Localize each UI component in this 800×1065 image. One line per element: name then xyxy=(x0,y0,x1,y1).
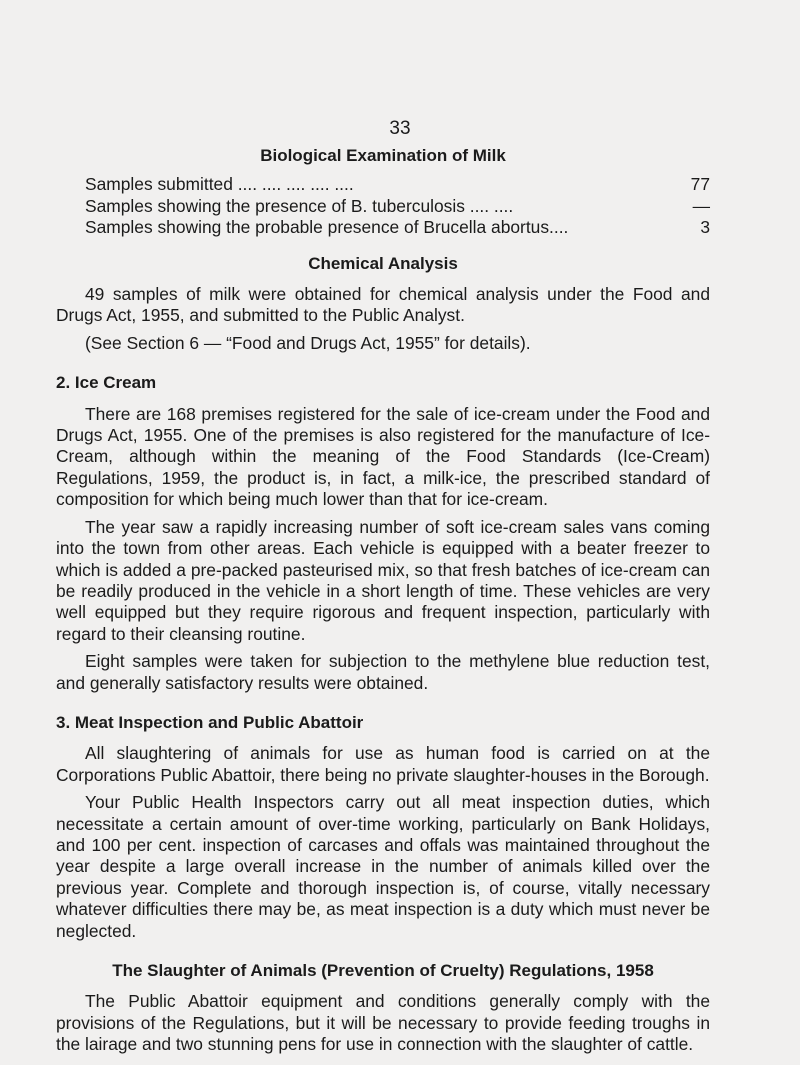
stat-value: 3 xyxy=(700,217,710,238)
chemical-see-section: (See Section 6 — “Food and Drugs Act, 1955” for details). xyxy=(85,332,531,353)
stat-value: — xyxy=(692,195,710,216)
heading-biological-examination: Biological Examination of Milk xyxy=(260,146,506,165)
ice-cream-paragraph-3: Eight samples were taken for subjection to the methylene blue reduction test, and generally satisfactory results were obtained. xyxy=(56,651,710,693)
section-meat-inspection-title: 3. Meat Inspection and Public Abattoir xyxy=(56,712,364,732)
ice-cream-paragraph-2: The year saw a rapidly increasing number of soft ice-cream sales vans coming into the town from other areas. Each vehicle is equipped with a beater freezer to which is added a pre-packed pasteurised mix, so that fresh batches of ice-cream can be readily produced in the vehicle in a short length of time. These vehicles are very well equipped but they require rigorous and frequent inspection, particularly with regard to their cleansing routine. xyxy=(56,516,710,644)
page-content xyxy=(56,145,710,1056)
chemical-paragraph: 49 samples of milk were obtained for chemical analysis under the Food and Drugs Act, 1955, and submitted to the Public Analyst. xyxy=(56,284,710,326)
stat-label: Samples showing the probable presence of Brucella abortus.... xyxy=(85,217,569,238)
section-ice-cream-title: 2. Ice Cream xyxy=(56,373,157,393)
stat-label: Samples submitted .... .... .... .... .... xyxy=(85,174,354,195)
stat-value: 77 xyxy=(690,174,710,195)
page-number: 33 xyxy=(389,118,411,139)
stat-label: Samples showing the presence of B. tuberculosis .... .... xyxy=(85,195,514,216)
ice-cream-paragraph-1: There are 168 premises registered for the sale of ice-cream under the Food and Drugs Act, 1955. One of the premises is also registered for the manufacture of Ice-Cream, although within the meaning of the Food Standards (Ice-Cream) Regulations, 1959, the product is, in fact, a milk-ice, the prescribed standard of composition for which being much lower than that for ice-cream. xyxy=(56,403,710,510)
stat-row-tuberculosis xyxy=(85,196,710,217)
heading-chemical-analysis: Chemical Analysis xyxy=(308,253,458,273)
stat-row-samples-submitted xyxy=(85,174,710,195)
meat-paragraph-2: Your Public Health Inspectors carry out all meat inspection duties, which necessitate a certain amount of over-time working, particularly on Bank Holidays, and 100 per cent. inspection of carcases and offals was maintained throughout the year despite a large overall increase in the number of animals killed over the previous year. Complete and thorough inspection is, of course, vitally necessary whatever difficulties there may be, as meat inspection is a duty which must never be neglected. xyxy=(56,792,710,941)
meat-paragraph-1: All slaughtering of animals for use as human food is carried on at the Corporations Public Abattoir, there being no private slaughter-houses in the Borough. xyxy=(56,743,710,785)
slaughter-paragraph: The Public Abattoir equipment and conditions generally comply with the provisions of the Regulations, but it will be necessary to provide feeding troughs in the lairage and two stunning pens for use in connection with the slaughter of cattle. xyxy=(56,991,710,1055)
milk-samples-list xyxy=(85,174,710,238)
stat-row-brucella xyxy=(85,217,710,238)
heading-slaughter-regulations: The Slaughter of Animals (Prevention of Cruelty) Regulations, 1958 xyxy=(112,961,654,980)
